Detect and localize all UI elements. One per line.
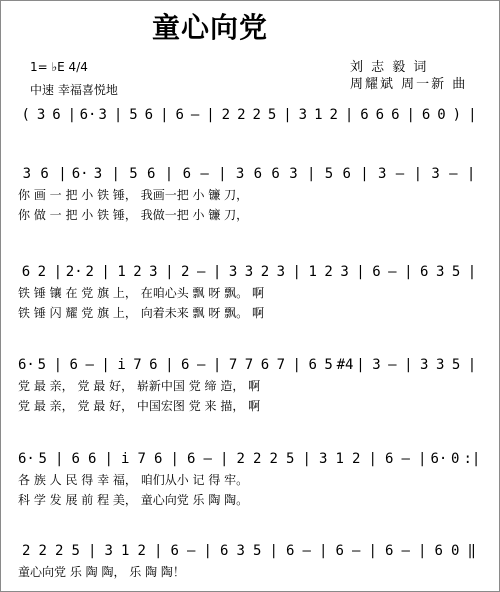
lyric-text: 铁 锤 镶 在 党 旗 上， 在咱心头 飘 呀 飘。 啊 xyxy=(18,286,264,300)
note: 3 xyxy=(435,357,445,373)
barline: | xyxy=(111,166,120,182)
note: 6 xyxy=(220,543,229,559)
note: 3 xyxy=(98,107,107,123)
note: 3 xyxy=(244,264,254,280)
note: 6 xyxy=(187,451,196,467)
note: 7 xyxy=(276,357,286,373)
note: i xyxy=(121,451,130,467)
lyric-text: 你 做 一 把 小 铁 锤， 我做一把 小 镰 刀， xyxy=(18,208,249,222)
barline: | xyxy=(292,264,301,280)
note: 5 xyxy=(253,543,262,559)
note: 2 xyxy=(37,264,47,280)
note: 3 xyxy=(420,357,429,373)
note: 5 xyxy=(129,166,138,182)
note: – xyxy=(388,264,397,280)
note: 3 xyxy=(340,264,349,280)
barline: | xyxy=(404,357,413,373)
score-row-2 xyxy=(18,163,488,225)
note: #4 xyxy=(336,357,354,373)
score-row-1 xyxy=(18,104,488,126)
lyric-text: 各 族 人 民 得 幸 福， 咱们从小 记 得 牢。 xyxy=(18,473,249,487)
barline: | xyxy=(53,357,63,373)
notation-row xyxy=(18,448,488,470)
note: 3 xyxy=(289,166,298,182)
barline: | xyxy=(319,543,328,559)
note: 3 xyxy=(431,166,440,182)
notation-row xyxy=(18,104,488,126)
note: 2 xyxy=(352,451,361,467)
note: 6 xyxy=(375,107,385,123)
note: 2 xyxy=(253,451,262,467)
lyric-line-2 xyxy=(18,396,488,416)
lyric-line-1 xyxy=(18,376,488,396)
score-row-5 xyxy=(18,448,488,510)
note: 6 xyxy=(69,357,78,373)
note: 3 xyxy=(319,451,328,467)
lyric-text: 你 画 一 把 小 铁 锤， 我画一把 小 镰 刀， xyxy=(18,188,249,202)
note: – xyxy=(449,166,458,182)
score-row-4 xyxy=(18,354,488,416)
lyric-text: 党 最 亲， 党 最 好， 崭新中国 党 缔 造， 啊 xyxy=(18,379,261,393)
barline: | xyxy=(368,543,377,559)
note: 6 xyxy=(360,107,369,123)
barline: | xyxy=(413,166,423,182)
note: 6 xyxy=(391,107,400,123)
note: – xyxy=(196,357,206,373)
note: 3 xyxy=(298,107,308,123)
note: 7 xyxy=(133,357,142,373)
barline: | xyxy=(467,357,477,373)
key-signature: 1= ♭E 4/4 xyxy=(30,60,88,74)
barline: | xyxy=(468,107,477,123)
note: – xyxy=(302,543,311,559)
barline: | xyxy=(58,166,67,182)
note: 3 xyxy=(236,543,245,559)
note: 2 xyxy=(133,264,142,280)
notation-row xyxy=(18,163,488,185)
barline: :| xyxy=(463,451,481,467)
barline: | xyxy=(418,451,427,467)
barline: | xyxy=(212,357,222,373)
note: i xyxy=(117,357,126,373)
note: 3 xyxy=(372,357,381,373)
note: 6 xyxy=(271,166,280,182)
note: 3 xyxy=(22,166,32,182)
barline: | xyxy=(344,107,354,123)
note: 1 xyxy=(314,107,323,123)
note: – xyxy=(187,543,196,559)
lyric-text: 科 学 发 展 前 程 美， 童心向党 乐 陶 陶。 xyxy=(18,493,249,507)
note: 2 xyxy=(237,107,246,123)
note: 6 xyxy=(385,451,394,467)
tempo-marking: 中速 幸福喜悦地 xyxy=(30,83,118,97)
barline: | xyxy=(101,264,110,280)
note: 5 xyxy=(71,543,80,559)
note: 0 xyxy=(451,451,460,467)
barline: | xyxy=(269,543,278,559)
barline: | xyxy=(292,357,301,373)
note: 6· xyxy=(18,357,35,373)
note: – xyxy=(200,166,209,182)
note: 6· xyxy=(18,451,35,467)
composer-credit: 周耀斌 周一新 曲 xyxy=(350,77,468,92)
note: 2 xyxy=(260,264,270,280)
barline: | xyxy=(53,264,63,280)
note: 1 xyxy=(308,264,317,280)
barline: | xyxy=(466,166,476,182)
note: 1 xyxy=(117,264,126,280)
note: – xyxy=(203,451,212,467)
barline: | xyxy=(356,264,365,280)
note: 6 xyxy=(253,166,263,182)
note: 6 xyxy=(308,357,317,373)
note: – xyxy=(401,451,410,467)
note: 6 xyxy=(71,451,80,467)
note: 5 xyxy=(38,451,47,467)
lyric-line-1 xyxy=(18,470,488,490)
barline: | xyxy=(164,166,174,182)
note: 3 xyxy=(235,166,245,182)
note: 6 xyxy=(260,357,270,373)
note: 6 xyxy=(21,264,31,280)
barline: | xyxy=(418,543,427,559)
song-title: 童心向党 xyxy=(152,11,269,44)
note: 2 xyxy=(324,264,333,280)
barline: | xyxy=(165,357,174,373)
notation-row xyxy=(18,540,488,562)
barline: | xyxy=(170,451,179,467)
barline: | xyxy=(203,543,212,559)
score-row-3 xyxy=(18,261,488,323)
note: 6 xyxy=(88,451,97,467)
note: 2 xyxy=(137,543,146,559)
note: 6· xyxy=(79,107,97,123)
note: 1 xyxy=(335,451,344,467)
note: 5 xyxy=(324,357,333,373)
note: 6 xyxy=(147,166,156,182)
barline: | xyxy=(306,166,316,182)
note: 2· xyxy=(65,264,83,280)
note: 7 xyxy=(137,451,146,467)
barline: | xyxy=(404,264,413,280)
note: 6 xyxy=(421,107,431,123)
barline: | xyxy=(55,451,64,467)
note: 5 xyxy=(451,264,461,280)
lyric-line-1 xyxy=(18,283,488,303)
note: – xyxy=(388,357,397,373)
note: 6· xyxy=(430,451,448,467)
note: 6 xyxy=(182,166,192,182)
note: 6 xyxy=(154,451,163,467)
barline: | xyxy=(101,357,110,373)
lyricist-credit: 刘 志 毅 词 xyxy=(350,60,429,75)
note: ) xyxy=(452,107,462,123)
note: – xyxy=(395,166,405,182)
note: 2 xyxy=(181,264,190,280)
barline: | xyxy=(113,107,123,123)
note: 6 xyxy=(181,357,190,373)
note: 6 xyxy=(52,107,61,123)
lyric-line-2 xyxy=(18,303,488,323)
note: – xyxy=(401,543,410,559)
note: 6 xyxy=(420,264,429,280)
barline: | xyxy=(467,264,477,280)
note: 5 xyxy=(37,357,47,373)
note: 6 xyxy=(149,357,158,373)
notation-row xyxy=(18,261,488,283)
note: 6 xyxy=(286,543,295,559)
note: 0 xyxy=(451,543,460,559)
barline: | xyxy=(165,264,174,280)
note: 5 xyxy=(286,451,295,467)
note: 3 xyxy=(276,264,286,280)
note: 6 xyxy=(175,107,184,123)
note: 7 xyxy=(244,357,254,373)
barline: | xyxy=(283,107,292,123)
lyric-text: 党 最 亲， 党 最 好， 中国宏图 党 来 描， 啊 xyxy=(18,399,261,413)
note: 2 xyxy=(85,264,94,280)
lyric-line-2 xyxy=(18,490,488,510)
note: 6 xyxy=(40,166,49,182)
note: 6 xyxy=(144,107,154,123)
note: 3 xyxy=(435,264,445,280)
barline: | xyxy=(218,166,227,182)
note: 5 xyxy=(267,107,277,123)
note: 6 xyxy=(385,543,394,559)
barline: | xyxy=(212,264,222,280)
barline: | xyxy=(154,543,163,559)
note: 2 xyxy=(252,107,261,123)
note: 2 xyxy=(236,451,245,467)
note: 2 xyxy=(55,543,64,559)
barline: ‖ xyxy=(467,543,476,559)
note: 2 xyxy=(38,543,47,559)
barline: | xyxy=(356,357,365,373)
note: 6 xyxy=(372,264,381,280)
note: ( xyxy=(21,107,30,123)
note: 6 xyxy=(434,543,443,559)
note: – xyxy=(196,264,206,280)
note: 3 xyxy=(36,107,46,123)
lyric-line-1 xyxy=(18,185,488,205)
barline: | xyxy=(406,107,415,123)
barline: | xyxy=(220,451,229,467)
note: 3 xyxy=(228,264,238,280)
note: 2 xyxy=(329,107,338,123)
barline: | xyxy=(67,107,77,123)
note: 6 xyxy=(170,543,179,559)
barline: | xyxy=(360,166,369,182)
lyric-text: 铁 锤 闪 耀 党 旗 上， 向着未来 飘 呀 飘。 啊 xyxy=(18,306,264,320)
notation-row xyxy=(18,354,488,376)
barline: | xyxy=(104,451,113,467)
barline: | xyxy=(368,451,377,467)
note: 6 xyxy=(335,543,344,559)
note: 7 xyxy=(228,357,238,373)
lyric-line-2 xyxy=(18,205,488,225)
note: – xyxy=(352,543,361,559)
barline: | xyxy=(160,107,169,123)
note: 2 xyxy=(269,451,278,467)
note: 6 xyxy=(342,166,351,182)
note: 2 xyxy=(221,107,231,123)
score-row-6 xyxy=(18,540,488,582)
note: 3 xyxy=(93,166,103,182)
note: 0 xyxy=(437,107,446,123)
note: 5 xyxy=(129,107,138,123)
barline: | xyxy=(302,451,311,467)
note: 5 xyxy=(451,357,461,373)
note: 1 xyxy=(121,543,130,559)
note: 3 xyxy=(149,264,158,280)
lyric-line-1 xyxy=(18,562,488,582)
note: 5 xyxy=(324,166,334,182)
note: – xyxy=(190,107,200,123)
barline: | xyxy=(88,543,97,559)
note: – xyxy=(85,357,94,373)
barline: | xyxy=(206,107,215,123)
note: 3 xyxy=(378,166,387,182)
note: 2 xyxy=(22,543,31,559)
lyric-text: 童心向党 乐 陶 陶， 乐 陶 陶！ xyxy=(18,565,185,579)
note: 6· xyxy=(71,166,89,182)
note: 3 xyxy=(104,543,113,559)
